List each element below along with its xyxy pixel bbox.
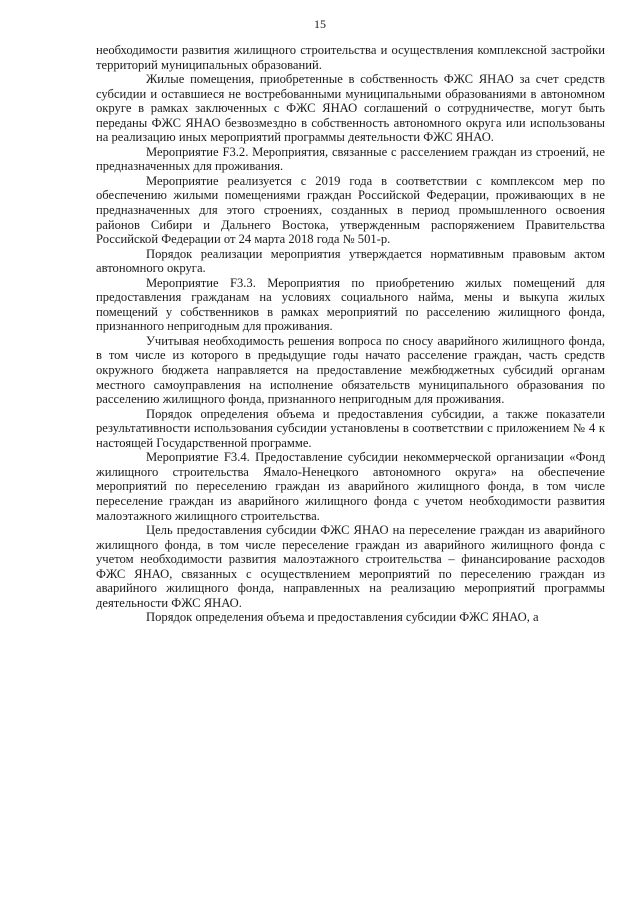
document-body <box>96 43 605 625</box>
paragraph-measure-f3-4: Мероприятие F3.4. Предоставление субсидии некоммерческой организации «Фонд жилищного строительства Ямало-Ненецкого автономного округа» на обеспечение мероприятий по переселению граждан из аварийного жилищного фонда, в том числе переселение граждан из аварийного жилищного фонда с учетом необходимости развития малоэтажного жилищного строительства. <box>96 450 605 523</box>
page-number: 15 <box>314 17 326 31</box>
paragraph-measure-f3-3: Мероприятие F3.3. Мероприятия по приобретению жилых помещений для предоставления гражданам на условиях социального найма, мены и выкупа жилых помещений у собственников в рамках мероприятий по расселению жилищного фонда, признанного непригодным для проживания. <box>96 275 605 334</box>
paragraph-implementation-procedure: Порядок реализации мероприятия утверждается нормативным правовым актом автономного округа. <box>96 246 605 276</box>
paragraph-measure-f3-2: Мероприятие F3.2. Мероприятия, связанные с расселением граждан из строений, не предназначенных для проживания. <box>96 144 605 174</box>
paragraph-subsidy-procedure: Порядок определения объема и предоставления субсидии, а также показатели результативности использования субсидии установлены в соответствии с приложением № 4 к настоящей Государственной программе. <box>96 406 605 450</box>
paragraph-subsidy-purpose: Цель предоставления субсидии ФЖС ЯНАО на переселение граждан из аварийного жилищного фонда, в том числе переселение граждан из аварийного жилищного фонда с учетом необходимости развития малоэтажного строительства – финансирование расходов ФЖС ЯНАО, связанных с осуществлением мероприятий по переселению граждан из аварийного жилищного фонда, направленных на реализацию мероприятий программы деятельности ФЖС ЯНАО. <box>96 523 605 610</box>
paragraph-emergency-housing: Учитывая необходимость решения вопроса по сносу аварийного жилищного фонда, в том числе из которого в предыдущие годы начато расселение граждан, часть средств окружного бюджета направляется на предоставление межбюджетных субсидий органам местного самоуправления на исполнение обязательств муниципального образования по расселению жилищного фонда, признанного непригодным для проживания. <box>96 333 605 407</box>
paragraph-measure-f3-2-implementation: Мероприятие реализуется с 2019 года в соответствии с комплексом мер по обеспечению жилыми помещениями граждан Российской Федерации, проживающих в не предназначенных для этого строениях, созданных в период промышленного освоения районов Сибири и Дальнего Востока, утвержденным распоряжением Правительства Российской Федерации от 24 марта 2018 года № 501-р. <box>96 173 605 247</box>
paragraph-property-transfer: Жилые помещения, приобретенные в собственность ФЖС ЯНАО за счет средств субсидии и оставшиеся не востребованными муниципальными образованиями в автономном округе в рамках заключенных с ФЖС ЯНАО соглашений о сотрудничестве, могут быть переданы ФЖС ЯНАО безвозмездно в собственность автономного округа или использованы на реализацию иных мероприятий программы деятельности ФЖС ЯНАО. <box>96 72 605 145</box>
paragraph-continuation: необходимости развития жилищного строительства и осуществления комплексной застройки территорий муниципальных образований. <box>96 43 605 72</box>
paragraph-subsidy-procedure-fzhs: Порядок определения объема и предоставления субсидии ФЖС ЯНАО, а <box>146 610 539 625</box>
